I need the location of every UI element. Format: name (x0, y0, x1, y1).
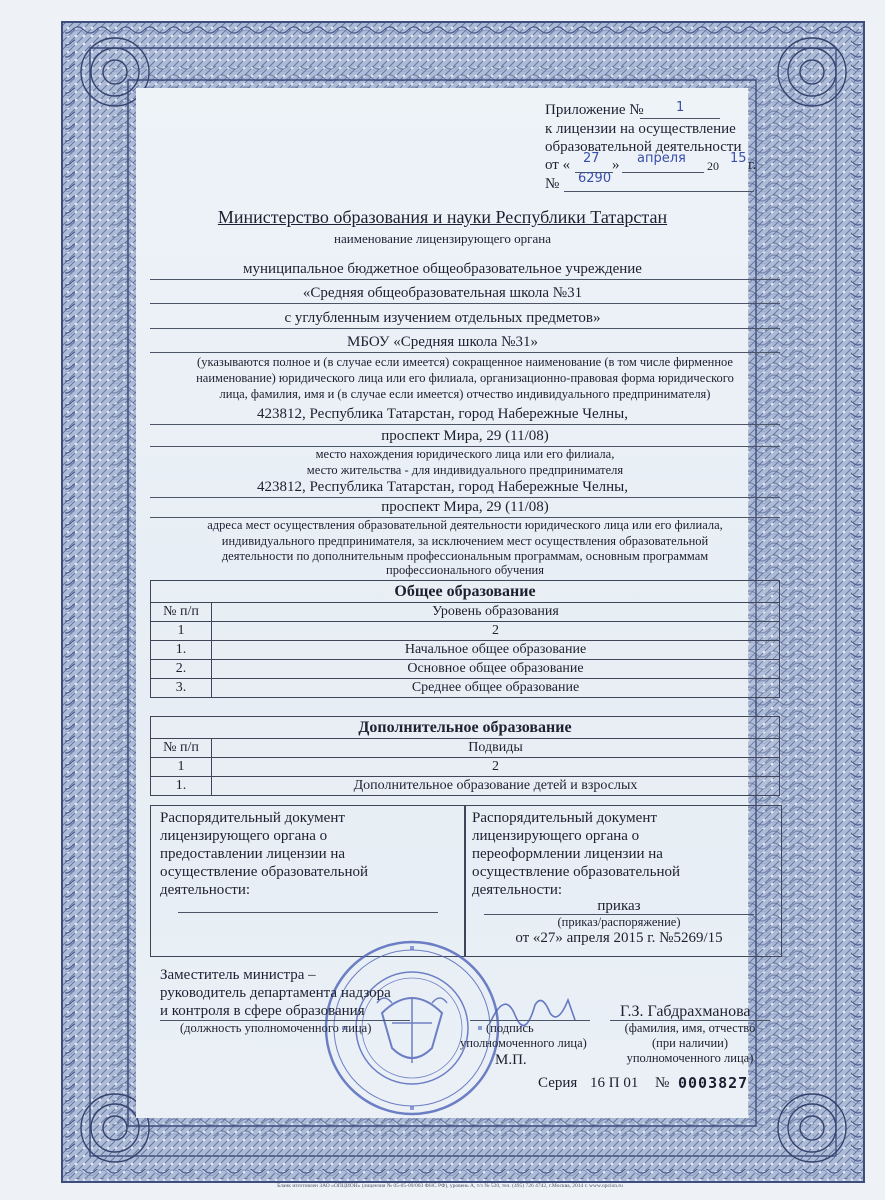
appendix-day: 27 (583, 151, 600, 166)
grant-doc-line3: предоставлении лицензии на (160, 846, 346, 862)
stamp-place-label: М.П. (495, 1052, 527, 1068)
reissue-doc-caption: (приказ/распоряжение) (557, 915, 681, 929)
reissue-doc-line5: деятельности: (472, 882, 563, 898)
col-num-header: № п/п (151, 739, 212, 758)
location-line1: 423812, Республика Татарстан, город Набережные Челны, (256, 406, 629, 422)
activity-caption2: индивидуального предпринимателя, за исключением мест осуществления образовательной (221, 534, 709, 548)
row-subtype: Дополнительное образование детей и взрослых (212, 777, 780, 796)
signature-caption2: уполномоченного лица) (460, 1036, 587, 1050)
grant-doc-line5: деятельности: (160, 882, 251, 898)
serial-number: 0003827 (678, 1074, 749, 1092)
col-sub-header: Подвиды (212, 739, 780, 758)
signatory-name-caption3: уполномоченного лица) (626, 1051, 754, 1065)
row-level: Среднее общее образование (212, 679, 780, 698)
appendix-year: 15 (730, 151, 747, 166)
location-caption2: место жительства - для индивидуального предпринимателя (306, 463, 624, 477)
appendix-line3: образовательной деятельности (545, 139, 742, 155)
additional-education-table (150, 716, 780, 796)
col-num-header: № п/п (151, 603, 212, 622)
table-row (151, 777, 780, 796)
row-number: 1. (151, 641, 212, 660)
general-education-table (150, 580, 780, 698)
activity-caption4: профессионального обучения (386, 563, 544, 577)
licensee-caption1: (указываются полное и (в случае если имеется) сокращенное наименование (в том числе фирменное (197, 355, 733, 369)
table-row (151, 679, 780, 698)
general-education-title: Общее образование (151, 581, 780, 603)
activity-caption3: деятельности по дополнительным профессиональным программам, основным программам (221, 549, 709, 563)
licensee-line3: с углубленным изучением отдельных предметов» (284, 310, 601, 326)
serial-label: Серия (538, 1075, 578, 1091)
reissue-doc-line2: лицензирующего органа о (472, 828, 640, 844)
appendix-line2: к лицензии на осуществление (545, 121, 736, 137)
reissue-doc-date: от «27» апреля 2015 г. №5269/15 (515, 930, 723, 946)
table-row (151, 641, 780, 660)
printer-note: Бланк изготовлен ЗАО «ОПЦИОН» (лицензия № 05-05-09/003 ФНС РФ), уровень А, т/з № 520, тел. (495) 726 4742, г.Москва, 2014 г. www.opcion.ru (277, 1183, 623, 1189)
reissue-doc-line1: Распорядительный документ (472, 810, 657, 826)
location-line2: проспект Мира, 29 (11/08) (381, 428, 549, 444)
row-number: 2. (151, 660, 212, 679)
authority-name: Министерство образования и науки Республики Татарстан (217, 207, 668, 227)
appendix-label: Приложение № (545, 102, 644, 118)
activity-address-line2: проспект Мира, 29 (11/08) (381, 499, 549, 515)
reissue-doc-line3: переоформлении лицензии на (472, 846, 663, 862)
reissue-doc-type: приказ (597, 898, 641, 914)
licensee-line1: муниципальное бюджетное общеобразовательное учреждение (243, 261, 642, 277)
row-number: 3. (151, 679, 212, 698)
activity-caption1: адреса мест осуществления образовательной деятельности юридического лица или его филиала, (207, 518, 723, 532)
signatory-title1: Заместитель министра – (160, 967, 316, 983)
row-number: 1. (151, 777, 212, 796)
additional-education-title: Дополнительное образование (151, 717, 780, 739)
reissue-doc-line4: осуществление образовательной (472, 864, 680, 880)
licensee-short-name: МБОУ «Средняя школа №31» (347, 334, 538, 350)
appendix-date-prefix: от « (545, 157, 571, 173)
serial-series: 16 П 01 (590, 1075, 639, 1091)
appendix-year-end: г. (748, 157, 757, 173)
signatory-name-caption1: (фамилия, имя, отчество (624, 1021, 756, 1035)
signatory-name: Г.З. Габдрахманова (620, 1003, 751, 1020)
table-row (151, 660, 780, 679)
appendix-month: апреля (637, 151, 686, 166)
licensee-caption2: наименование) юридического лица или его филиала, организационно-правовая форма юридического (196, 371, 734, 385)
index-cell: 2 (212, 622, 780, 641)
row-level: Начальное общее образование (212, 641, 780, 660)
signatory-title-caption: (должность уполномоченного лица) (180, 1021, 372, 1035)
signatory-title2: руководитель департамента надзора (160, 985, 391, 1001)
col-level-header: Уровень образования (212, 603, 780, 622)
index-cell: 2 (212, 758, 780, 777)
license-number: 6290 (578, 171, 612, 186)
activity-address-line1: 423812, Республика Татарстан, город Набережные Челны, (256, 479, 629, 495)
authority-caption: наименование лицензирующего органа (334, 231, 551, 246)
grant-doc-line4: осуществление образовательной (160, 864, 368, 880)
location-caption1: место нахождения юридического лица или его филиала, (315, 447, 615, 461)
index-cell: 1 (151, 622, 212, 641)
appendix-date-close: » (612, 157, 620, 173)
appendix-number: 1 (676, 100, 685, 115)
grant-doc-line2: лицензирующего органа о (160, 828, 328, 844)
signatory-title3: и контроля в сфере образования (160, 1003, 365, 1019)
grant-doc-line1: Распорядительный документ (160, 810, 345, 826)
row-level: Основное общее образование (212, 660, 780, 679)
licensee-caption3: лица, фамилия, имя и (в случае если имеется) отчество индивидуального предпринимателя) (219, 387, 711, 401)
licensee-line2: «Средняя общеобразовательная школа №31 (302, 285, 583, 301)
license-no-label: № (545, 176, 560, 192)
appendix-year-prefix: 20 (707, 159, 719, 173)
index-cell: 1 (151, 758, 212, 777)
signatory-name-caption2: (при наличии) (651, 1036, 729, 1050)
serial-no-label: № (655, 1075, 670, 1091)
signature-caption1: (подпись (486, 1021, 534, 1035)
